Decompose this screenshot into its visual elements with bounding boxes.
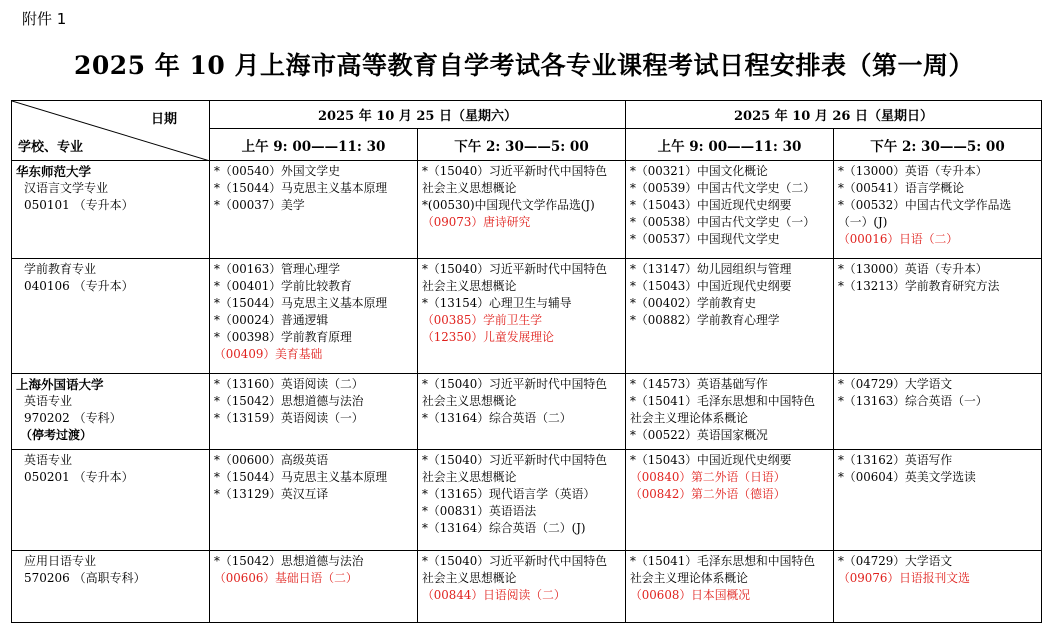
- course-line: （00016）日语（二）: [838, 232, 959, 246]
- course-line: *（00604）英美文学选读: [838, 470, 976, 484]
- course-line: *（00163）管理心理学: [214, 262, 341, 276]
- day2-am-cell: [626, 374, 834, 450]
- course-line: *（15044）马克思主义基本原理: [214, 470, 388, 484]
- course-line: *（00398）学前教育原理: [214, 330, 352, 344]
- course-line: *（15040）习近平新时代中国特色: [422, 377, 607, 391]
- table-row: [12, 161, 1042, 259]
- major-code: 050201 （专升本）: [24, 470, 134, 484]
- school-major-cell: [12, 161, 210, 259]
- day2-am-cell: [626, 259, 834, 374]
- major-name: 学前教育专业: [24, 262, 97, 276]
- course-line: （00409）美育基础: [214, 347, 323, 361]
- table-row: [12, 374, 1042, 450]
- course-line: *（00538）中国古代文学史（一）: [630, 215, 815, 229]
- course-line: *（00541）语言学概论: [838, 181, 965, 195]
- course-line: （00844）日语阅读（二）: [422, 588, 566, 602]
- day1-pm-cell: [418, 551, 626, 623]
- course-line: *（13160）英语阅读（二）: [214, 377, 364, 391]
- course-line: 社会主义思想概论: [422, 571, 517, 585]
- course-line: （00385）学前卫生学: [422, 313, 543, 327]
- course-line: 社会主义理论体系概论: [630, 571, 748, 585]
- course-line: （12350）儿童发展理论: [422, 330, 554, 344]
- course-line: *（15040）习近平新时代中国特色: [422, 262, 607, 276]
- course-line: （00842）第二外语（德语）: [630, 487, 786, 501]
- major-name: 英语专业: [24, 453, 73, 467]
- day1-am-cell: [210, 450, 418, 551]
- status-note: （停考过渡）: [20, 428, 93, 442]
- school-major-cell: [12, 374, 210, 450]
- course-line: *（00037）美学: [214, 198, 305, 212]
- table-row: [12, 551, 1042, 623]
- school-major-cell: [12, 551, 210, 623]
- course-line: *（15044）马克思主义基本原理: [214, 181, 388, 195]
- course-line: *（15042）思想道德与法治: [214, 554, 364, 568]
- day1-am-cell: [210, 259, 418, 374]
- course-line: *（13154）心理卫生与辅导: [422, 296, 572, 310]
- schedule-rows: [12, 161, 1042, 623]
- day1-header: 2025 年 10 月 25 日（星期六）: [210, 101, 626, 129]
- major-name: 英语专业: [24, 394, 73, 408]
- course-line: *（00539）中国古代文学史（二）: [630, 181, 815, 195]
- course-line: *（15043）中国近现代史纲要: [630, 279, 792, 293]
- day1-pm-cell: [418, 161, 626, 259]
- day2-pm-header: 下午 2: 30——5: 00: [834, 129, 1042, 161]
- course-line: 社会主义思想概论: [422, 470, 517, 484]
- day2-pm-cell: [834, 450, 1042, 551]
- course-line: *（13147）幼儿园组织与管理: [630, 262, 792, 276]
- table-row: [12, 450, 1042, 551]
- course-line: *（00024）普通逻辑: [214, 313, 329, 327]
- course-line: 社会主义理论体系概论: [630, 411, 748, 425]
- course-line: 社会主义思想概论: [422, 394, 517, 408]
- course-line: *（04729）大学语文: [838, 554, 953, 568]
- course-line: *（00401）学前比较教育: [214, 279, 352, 293]
- course-line: *（13213）学前教育研究方法: [838, 279, 1000, 293]
- course-line: *（00600）高级英语: [214, 453, 329, 467]
- day1-am-cell: [210, 551, 418, 623]
- course-line: *（13165）现代语言学（英语）: [422, 487, 596, 501]
- day1-am-cell: [210, 161, 418, 259]
- course-line: *（15041）毛泽东思想和中国特色: [630, 394, 815, 408]
- course-line: *（00882）学前教育心理学: [630, 313, 780, 327]
- course-line: （00608）日本国概况: [630, 588, 751, 602]
- major-name: 汉语言文学专业: [24, 181, 109, 195]
- major-code: 970202 （专科）: [24, 411, 122, 425]
- course-line: *（13159）英语阅读（一）: [214, 411, 364, 425]
- course-line: *（15041）毛泽东思想和中国特色: [630, 554, 815, 568]
- course-line: *（15040）习近平新时代中国特色: [422, 453, 607, 467]
- day2-header: 2025 年 10 月 26 日（星期日）: [626, 101, 1042, 129]
- day1-am-header: 上午 9: 00——11: 30: [210, 129, 418, 161]
- course-line: *（15042）思想道德与法治: [214, 394, 364, 408]
- document-title: 2025 年 10 月上海市高等教育自学考试各专业课程考试日程安排表（第一周）: [74, 51, 974, 80]
- course-line: 社会主义思想概论: [422, 279, 517, 293]
- course-line: 社会主义思想概论: [422, 181, 517, 195]
- course-line: （00840）第二外语（日语）: [630, 470, 786, 484]
- day2-pm-cell: [834, 374, 1042, 450]
- course-line: *（15040）习近平新时代中国特色: [422, 164, 607, 178]
- header-diagonal-cell: [12, 101, 210, 161]
- course-line: *（13000）英语（专升本）: [838, 262, 988, 276]
- course-line: *（00321）中国文化概论: [630, 164, 768, 178]
- course-line: *（13164）综合英语（二）(J): [422, 521, 586, 535]
- day1-pm-cell: [418, 259, 626, 374]
- course-line: *（15040）习近平新时代中国特色: [422, 554, 607, 568]
- course-line: *（00537）中国现代文学史: [630, 232, 780, 246]
- date-label: 日期: [150, 112, 177, 127]
- day2-am-cell: [626, 161, 834, 259]
- day2-pm-cell: [834, 259, 1042, 374]
- day2-am-header: 上午 9: 00——11: 30: [626, 129, 834, 161]
- school-name: 华东师范大学: [16, 164, 92, 179]
- course-line: *（13163）综合英语（一）: [838, 394, 988, 408]
- day1-am-cell: [210, 374, 418, 450]
- course-line: *（00831）英语语法: [422, 504, 537, 518]
- schedule-table: [11, 100, 1042, 623]
- course-line: *（13162）英语写作: [838, 453, 953, 467]
- course-line: *（04729）大学语文: [838, 377, 953, 391]
- major-code: 050101 （专升本）: [24, 198, 134, 212]
- course-line: *（13129）英汉互译: [214, 487, 329, 501]
- course-line: *（15043）中国近现代史纲要: [630, 453, 792, 467]
- major-name: 应用日语专业: [24, 554, 97, 568]
- course-line: *（00402）学前教育史: [630, 296, 757, 310]
- course-line: *（13164）综合英语（二）: [422, 411, 572, 425]
- course-line: *（00532）中国古代文学作品选: [838, 198, 1012, 212]
- annex-label: 附件 1: [22, 10, 67, 28]
- course-line: *（00522）英语国家概况: [630, 428, 768, 442]
- table-row: [12, 259, 1042, 374]
- major-code: 040106 （专升本）: [24, 279, 134, 293]
- major-code: 570206 （高职专科）: [24, 571, 146, 585]
- day1-pm-cell: [418, 450, 626, 551]
- course-line: *（14573）英语基础写作: [630, 377, 768, 391]
- school-name: 上海外国语大学: [16, 377, 104, 392]
- course-line: *（15043）中国近现代史纲要: [630, 198, 792, 212]
- day1-pm-header: 下午 2: 30——5: 00: [418, 129, 626, 161]
- school-major-label: 学校、专业: [18, 140, 84, 155]
- course-line: （00606）基础日语（二）: [214, 571, 358, 585]
- school-major-cell: [12, 450, 210, 551]
- course-line: *(00530)中国现代文学作品选(J): [422, 198, 595, 212]
- day2-pm-cell: [834, 161, 1042, 259]
- day2-am-cell: [626, 450, 834, 551]
- day2-am-cell: [626, 551, 834, 623]
- course-line: *（00540）外国文学史: [214, 164, 341, 178]
- day1-pm-cell: [418, 374, 626, 450]
- course-line: （一）(J): [838, 215, 888, 229]
- course-line: （09076）日语报刊文选: [838, 571, 970, 585]
- school-major-cell: [12, 259, 210, 374]
- day2-pm-cell: [834, 551, 1042, 623]
- course-line: *（13000）英语（专升本）: [838, 164, 988, 178]
- course-line: （09073）唐诗研究: [422, 215, 531, 229]
- course-line: *（15044）马克思主义基本原理: [214, 296, 388, 310]
